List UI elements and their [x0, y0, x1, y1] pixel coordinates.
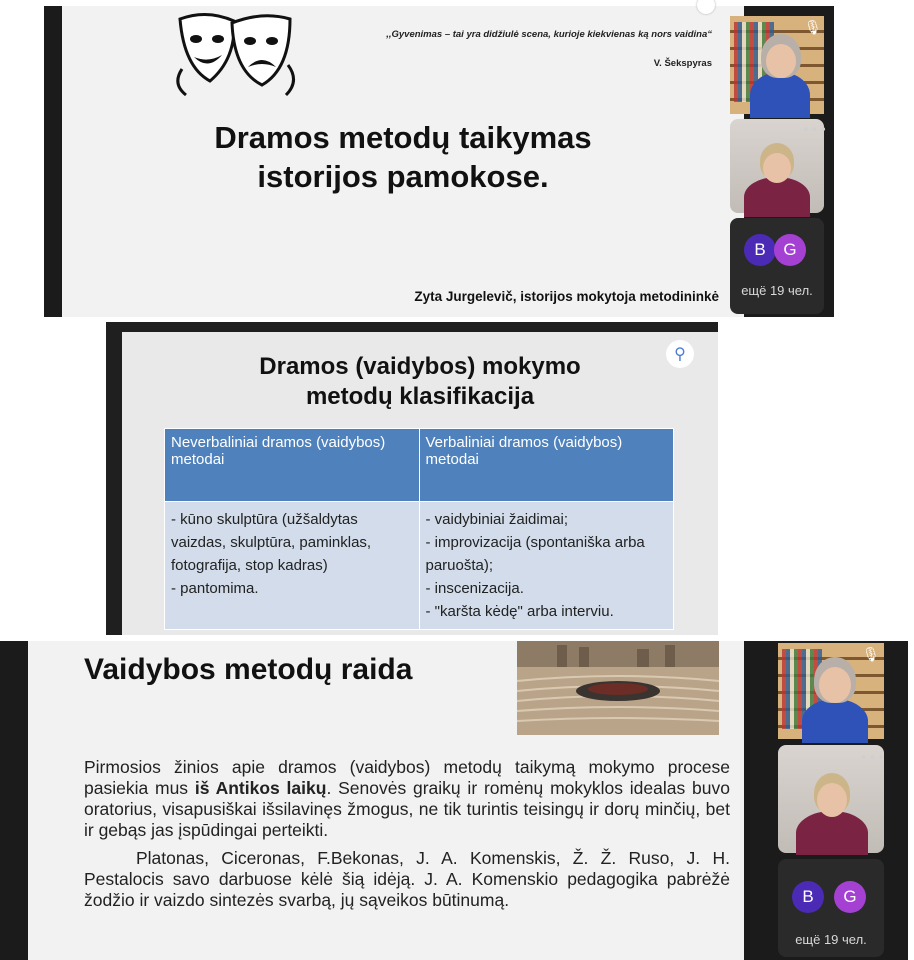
slide-title — [122, 352, 718, 412]
quote-text: ,,Gyvenimas – tai yra didžiulė scena, kurioje kiekvienas ką nors vaidina“ — [386, 29, 712, 40]
avatar-g: G — [774, 234, 806, 266]
presentation-slide-1 — [62, 6, 744, 317]
header-verbal: Verbaliniai dramos (vaidybos) metodai — [419, 429, 674, 502]
screenshot-panel-1 — [44, 6, 834, 317]
slide-title: Vaidybos metodų raida — [84, 653, 413, 686]
more-options-icon[interactable]: ••• — [802, 123, 829, 138]
list-item: - improvizacija (spontaniška arba paruošta); — [425, 534, 645, 574]
screenshot-panel-3 — [0, 641, 908, 960]
list-item: - "karšta kėdę" arba interviu. — [425, 603, 614, 620]
list-item: - vaidybiniai žaidimai; — [425, 511, 569, 528]
mic-off-icon: 🎙 — [862, 647, 880, 663]
list-item: - inscenizacija. — [425, 580, 524, 597]
more-participants-count: ещё 19 чел. — [795, 932, 867, 947]
video-tile-participant-1[interactable] — [778, 643, 884, 739]
presentation-slide-2 — [122, 332, 718, 635]
avatar-b: B — [744, 234, 776, 266]
slide-title-line-2: istorijos pamokose. — [257, 159, 549, 194]
quote-author: V. Šekspyras — [653, 58, 712, 69]
participants-overflow-tile[interactable] — [778, 859, 884, 957]
screenshot-panel-2 — [106, 322, 718, 635]
ancient-theatre-image — [517, 641, 719, 735]
participants-overflow-tile[interactable] — [730, 218, 824, 314]
theatre-masks-icon — [172, 9, 302, 99]
corner-button[interactable] — [697, 0, 715, 14]
presentation-slide-3 — [28, 641, 744, 960]
paragraph-2: Platonas, Ciceronas, F.Bekonas, J. A. Komenskis, Ž. Ž. Ruso, J. H. Pestalocis savo darbuose kėlė šią idėją. J. A. Komenskio pedagogika pabrėžė žodžio ir vaizdo sintezės svarbą, jų sąveikos būtinumą. — [84, 848, 730, 910]
video-tile-participant-2[interactable] — [778, 745, 887, 853]
more-options-icon[interactable]: ••• — [860, 751, 887, 766]
pin-icon[interactable]: ⚲ — [666, 340, 694, 368]
table-header-row — [165, 429, 674, 502]
avatar-b: B — [792, 881, 824, 913]
header-nonverbal: Neverbaliniai dramos (vaidybos) metodai — [165, 429, 420, 502]
table-row — [165, 502, 674, 630]
slide-title — [62, 118, 744, 196]
nonverbal-cell — [165, 502, 420, 630]
video-tile-participant-1[interactable] — [730, 16, 824, 114]
slide-body-text — [84, 757, 730, 911]
slide-title-line-2: metodų klasifikacija — [305, 383, 535, 410]
participant-figure — [750, 72, 810, 118]
author-line: Zyta Jurgelevič, istorijos mokytoja metodininkė — [414, 289, 719, 304]
list-item: - pantomima. — [171, 580, 259, 597]
list-item: - kūno skulptūra (užšaldytas vaizdas, skulptūra, paminklas, fotografija, stop kadras) — [171, 511, 372, 574]
paragraph-1: Pirmosios žinios apie dramos (vaidybos) metodų taikymą mokymo procese pasiekia mus iš Antikos laikų. Senovės graikų ir romėnų mokyklos idealas buvo oratorius, visapusiškai išsilavinęs žmogus, ne tik turintis teisingų ir dorų minčių, bet ir gebąs jas įspūdingai perteikti. — [84, 757, 730, 840]
emphasis-antiquity: iš Antikos laikų — [194, 778, 327, 798]
video-tile-participant-2[interactable] — [730, 119, 829, 213]
more-participants-count: ещё 19 чел. — [741, 283, 813, 298]
verbal-cell — [419, 502, 674, 630]
slide-title-line-1: Dramos metodų taikymas — [214, 120, 592, 155]
avatar-g: G — [834, 881, 866, 913]
slide-title-line-1: Dramos (vaidybos) mokymo — [259, 353, 581, 380]
classification-table — [164, 428, 674, 630]
mic-off-icon: 🎙 — [804, 20, 822, 36]
